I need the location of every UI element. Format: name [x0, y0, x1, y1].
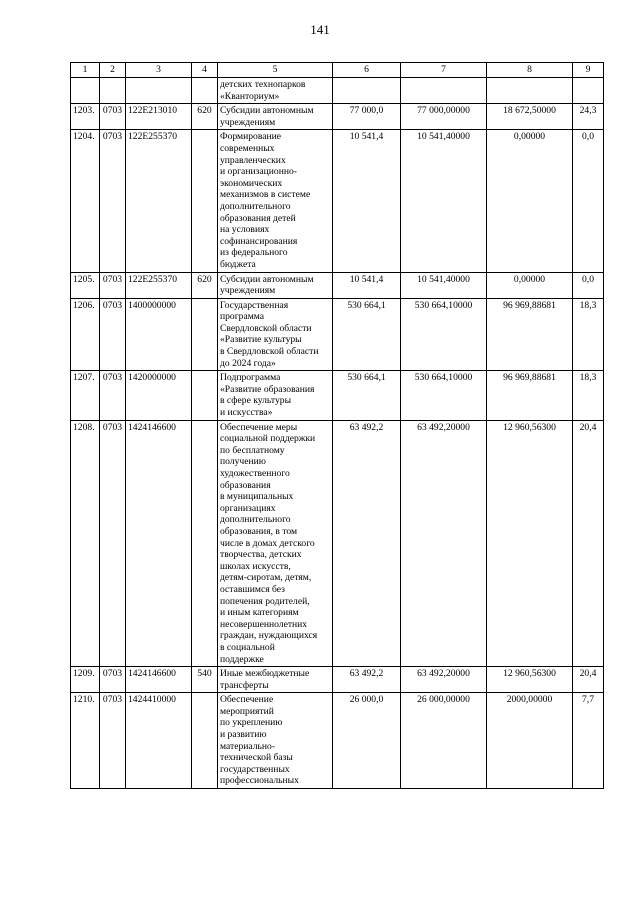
item-name: Субсидии автономным учреждениям	[218, 104, 333, 130]
item-name: Иные межбюджетные трансферты	[218, 667, 333, 693]
expense-type-code: 540	[192, 667, 218, 693]
planned-amount: 530 664,1	[333, 371, 401, 420]
target-article-code: 122E255370	[126, 130, 192, 272]
table-row	[71, 667, 604, 693]
section-code: 0703	[100, 693, 126, 789]
executed-amount: 2000,00000	[487, 693, 573, 789]
executed-amount: 0,00000	[487, 130, 573, 272]
row-number: 1208.	[71, 420, 100, 666]
row-number: 1207.	[71, 371, 100, 420]
section-code: 0703	[100, 272, 126, 298]
target-article-code: 122E213010	[126, 104, 192, 130]
approved-amount: 530 664,10000	[401, 298, 487, 371]
approved-amount: 63 492,20000	[401, 420, 487, 666]
planned-amount: 10 541,4	[333, 272, 401, 298]
executed-amount: 12 960,56300	[487, 667, 573, 693]
budget-table	[70, 62, 604, 789]
header-cell-8: 8	[487, 63, 573, 78]
executed-amount	[487, 78, 573, 104]
item-name: Обеспечение мероприятий по укреплению и развитию материально- технической базы государственных профессиональных	[218, 693, 333, 789]
table-row	[71, 420, 604, 666]
item-name: Формирование современных управленческих и организационно- экономических механизмов в системе дополнительного образования детей на условиях софинансирования из федерального бюджета	[218, 130, 333, 272]
table-row	[71, 272, 604, 298]
expense-type-code	[192, 298, 218, 371]
expense-type-code	[192, 78, 218, 104]
execution-percent: 0,0	[573, 272, 604, 298]
header-cell-1: 1	[71, 63, 100, 78]
planned-amount	[333, 78, 401, 104]
header-cell-3: 3	[126, 63, 192, 78]
expense-type-code: 620	[192, 104, 218, 130]
executed-amount: 18 672,50000	[487, 104, 573, 130]
section-code: 0703	[100, 104, 126, 130]
section-code: 0703	[100, 371, 126, 420]
target-article-code: 1420000000	[126, 371, 192, 420]
planned-amount: 77 000,0	[333, 104, 401, 130]
table-row	[71, 104, 604, 130]
execution-percent: 24,3	[573, 104, 604, 130]
target-article-code: 1424146600	[126, 420, 192, 666]
approved-amount: 77 000,00000	[401, 104, 487, 130]
item-name: Государственная программа Свердловской области «Развитие культуры в Свердловской области до 2024 года»	[218, 298, 333, 371]
header-cell-7: 7	[401, 63, 487, 78]
expense-type-code	[192, 371, 218, 420]
table-row	[71, 130, 604, 272]
target-article-code: 1400000000	[126, 298, 192, 371]
row-number: 1206.	[71, 298, 100, 371]
expense-type-code	[192, 420, 218, 666]
page-number: 141	[310, 22, 330, 37]
row-number: 1210.	[71, 693, 100, 789]
expense-type-code	[192, 130, 218, 272]
approved-amount: 26 000,00000	[401, 693, 487, 789]
execution-percent	[573, 78, 604, 104]
execution-percent: 20,4	[573, 667, 604, 693]
planned-amount: 530 664,1	[333, 298, 401, 371]
expense-type-code	[192, 693, 218, 789]
table-row	[71, 371, 604, 420]
item-name: Подпрограмма «Развитие образования в сфере культуры и искусства»	[218, 371, 333, 420]
header-row	[71, 63, 604, 78]
row-number: 1203.	[71, 104, 100, 130]
approved-amount: 63 492,20000	[401, 667, 487, 693]
table-row	[71, 693, 604, 789]
item-name: Субсидии автономным учреждениям	[218, 272, 333, 298]
table-body	[71, 78, 604, 789]
approved-amount	[401, 78, 487, 104]
header-cell-4: 4	[192, 63, 218, 78]
executed-amount: 96 969,88681	[487, 298, 573, 371]
execution-percent: 20,4	[573, 420, 604, 666]
approved-amount: 10 541,40000	[401, 272, 487, 298]
header-cell-5: 5	[218, 63, 333, 78]
item-name: Обеспечение меры социальной поддержки по бесплатному получению художественного образования в муниципальных организациях дополнительного образования, в том числе в домах детского творчества, детских школах искусств, детям-сиротам, детям, оставшимся без попечения родителей, и иным категориям несовершеннолетних граждан, нуждающихся в социальной поддержке	[218, 420, 333, 666]
planned-amount: 10 541,4	[333, 130, 401, 272]
item-name: детских технопарков «Кванториум»	[218, 78, 333, 104]
header-cell-6: 6	[333, 63, 401, 78]
target-article-code	[126, 78, 192, 104]
execution-percent: 0,0	[573, 130, 604, 272]
section-code: 0703	[100, 298, 126, 371]
target-article-code: 122E255370	[126, 272, 192, 298]
execution-percent: 7,7	[573, 693, 604, 789]
section-code: 0703	[100, 667, 126, 693]
row-number: 1205.	[71, 272, 100, 298]
target-article-code: 1424410000	[126, 693, 192, 789]
execution-percent: 18,3	[573, 298, 604, 371]
row-number: 1204.	[71, 130, 100, 272]
expense-type-code: 620	[192, 272, 218, 298]
execution-percent: 18,3	[573, 371, 604, 420]
target-article-code: 1424146600	[126, 667, 192, 693]
section-code: 0703	[100, 130, 126, 272]
header-cell-2: 2	[100, 63, 126, 78]
header-cell-9: 9	[573, 63, 604, 78]
row-number	[71, 78, 100, 104]
section-code	[100, 78, 126, 104]
executed-amount: 0,00000	[487, 272, 573, 298]
section-code: 0703	[100, 420, 126, 666]
executed-amount: 96 969,88681	[487, 371, 573, 420]
planned-amount: 63 492,2	[333, 667, 401, 693]
planned-amount: 26 000,0	[333, 693, 401, 789]
table-row	[71, 78, 604, 104]
planned-amount: 63 492,2	[333, 420, 401, 666]
executed-amount: 12 960,56300	[487, 420, 573, 666]
approved-amount: 530 664,10000	[401, 371, 487, 420]
table-row	[71, 298, 604, 371]
approved-amount: 10 541,40000	[401, 130, 487, 272]
row-number: 1209.	[71, 667, 100, 693]
